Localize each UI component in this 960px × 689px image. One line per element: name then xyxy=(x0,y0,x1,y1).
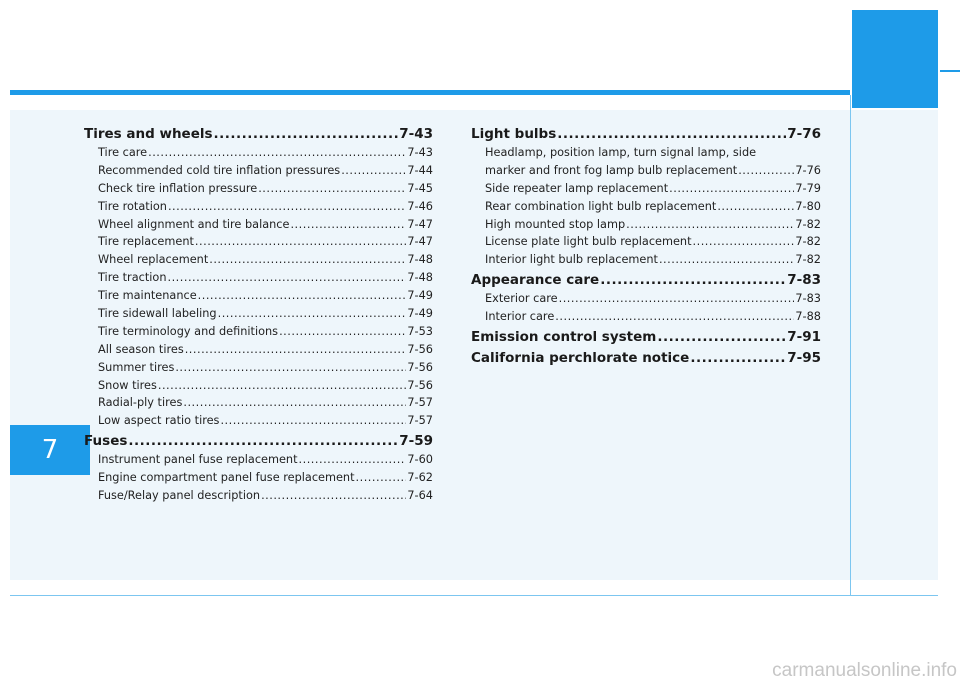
dot-leader xyxy=(195,235,406,248)
toc-entry[interactable] xyxy=(84,453,433,471)
toc-entry[interactable] xyxy=(84,218,433,236)
toc-page-number: 7-43 xyxy=(399,126,433,142)
toc-entry[interactable] xyxy=(471,182,821,200)
toc-entry-label: Fuse/Relay panel description xyxy=(98,489,261,503)
toc-entry-label: Radial-ply tires xyxy=(98,396,183,410)
toc-page-number: 7-83 xyxy=(787,272,821,289)
toc-right-column xyxy=(471,125,821,370)
toc-entry-label: Recommended cold tire inflation pressures xyxy=(98,163,341,177)
toc-page-number: 7-44 xyxy=(407,163,433,177)
toc-page-number: 7-46 xyxy=(407,199,433,213)
toc-page-number: 7-49 xyxy=(407,307,433,321)
toc-entry-label: Appearance care xyxy=(471,272,600,289)
chapter-tab-tick xyxy=(940,70,960,72)
toc-entry[interactable] xyxy=(84,343,433,361)
dot-leader xyxy=(290,218,406,231)
toc-entry-label: Light bulbs xyxy=(471,126,557,142)
toc-entry[interactable] xyxy=(84,200,433,218)
dot-leader xyxy=(669,182,794,195)
dot-leader xyxy=(738,164,794,177)
toc-entry[interactable] xyxy=(84,253,433,271)
toc-entry[interactable] xyxy=(84,307,433,325)
toc-entry-label: Tire care xyxy=(98,146,148,159)
toc-entry-label: Tire rotation xyxy=(98,199,167,213)
toc-page-number: 7-56 xyxy=(407,342,433,356)
toc-entry[interactable] xyxy=(471,218,821,236)
dot-leader xyxy=(559,292,795,305)
toc-section-heading[interactable] xyxy=(84,126,433,146)
toc-page-number: 7-80 xyxy=(795,199,821,213)
toc-entry[interactable] xyxy=(84,396,433,414)
toc-page-number: 7-43 xyxy=(407,146,433,159)
toc-entry-label: Low aspect ratio tires xyxy=(98,414,220,428)
toc-page-number: 7-56 xyxy=(407,360,433,374)
toc-section-heading[interactable] xyxy=(471,126,821,146)
toc-page-number: 7-47 xyxy=(407,217,433,231)
dot-leader xyxy=(214,126,399,142)
toc-entry-label: Tires and wheels xyxy=(84,126,213,142)
toc-entry[interactable] xyxy=(84,146,433,164)
toc-entry[interactable] xyxy=(84,471,433,489)
toc-page-number: 7-91 xyxy=(787,329,821,346)
toc-entry-label: Instrument panel fuse replacement xyxy=(98,453,298,467)
toc-page-number: 7-48 xyxy=(407,253,433,267)
toc-entry-label: License plate light bulb replacement xyxy=(485,235,692,249)
toc-entry[interactable] xyxy=(84,235,433,253)
dot-leader xyxy=(158,379,406,392)
toc-page-number: 7-95 xyxy=(787,350,821,367)
dot-leader xyxy=(148,146,406,159)
toc-page-number: 7-56 xyxy=(407,378,433,392)
toc-page-number: 7-57 xyxy=(407,414,433,428)
footer-rule xyxy=(10,595,938,596)
toc-entry[interactable] xyxy=(471,310,821,328)
toc-entry[interactable] xyxy=(84,414,433,432)
toc-entry-label: Emission control system xyxy=(471,329,657,346)
dot-leader xyxy=(279,325,406,338)
toc-entry-label: Interior light bulb replacement xyxy=(485,253,658,267)
toc-page-number: 7-76 xyxy=(787,126,821,142)
toc-page-number: 7-64 xyxy=(407,489,433,503)
toc-page-number: 7-53 xyxy=(407,324,433,338)
toc-section-heading[interactable] xyxy=(471,329,821,349)
dot-leader xyxy=(258,182,406,195)
dot-leader xyxy=(356,471,407,484)
toc-entry-label: Fuses xyxy=(84,433,128,450)
toc-page-number: 7-83 xyxy=(795,292,821,306)
toc-entry-label: Snow tires xyxy=(98,378,157,392)
toc-page-number: 7-45 xyxy=(407,181,433,195)
watermark: carmanualsonline.info xyxy=(772,660,957,681)
dot-leader xyxy=(185,343,407,356)
toc-entry-label: Engine compartment panel fuse replacement xyxy=(98,471,355,485)
toc-page-number: 7-82 xyxy=(795,253,821,267)
toc-entry-label: Exterior care xyxy=(485,292,558,306)
toc-entry[interactable] xyxy=(84,379,433,397)
toc-entry[interactable] xyxy=(84,271,433,289)
margin-divider xyxy=(850,95,851,595)
dot-leader xyxy=(693,235,795,248)
toc-entry[interactable] xyxy=(84,361,433,379)
chapter-number: 7 xyxy=(10,425,90,475)
toc-entry-label: Summer tires xyxy=(98,360,175,374)
toc-entry-label: Wheel alignment and tire balance xyxy=(98,217,290,231)
dot-leader xyxy=(341,164,406,177)
toc-entry-label: Tire terminology and definitions xyxy=(98,324,279,338)
toc-page-number: 7-60 xyxy=(407,453,433,467)
toc-entry[interactable] xyxy=(84,289,433,307)
toc-entry[interactable] xyxy=(84,164,433,182)
dot-leader xyxy=(657,329,786,345)
toc-page-number: 7-79 xyxy=(795,181,821,195)
toc-entry-continued[interactable]: Headlamp, position lamp, turn signal lamp, side xyxy=(485,146,757,159)
dot-leader xyxy=(659,253,794,266)
toc-section-heading[interactable] xyxy=(471,272,821,292)
dot-leader xyxy=(128,433,398,449)
toc-page-number: 7-57 xyxy=(407,396,433,410)
toc-page-number: 7-48 xyxy=(407,271,433,285)
toc-entry-label: Tire traction xyxy=(98,271,167,285)
toc-entry[interactable] xyxy=(471,253,821,271)
toc-entry-label: marker and front fog lamp bulb replacement xyxy=(485,163,738,177)
dot-leader xyxy=(600,272,786,288)
toc-entry[interactable] xyxy=(471,235,821,253)
toc-entry-label: Wheel replacement xyxy=(98,253,209,267)
dot-leader xyxy=(209,253,406,266)
dot-leader xyxy=(218,307,407,320)
dot-leader xyxy=(555,310,794,323)
toc-entry-label: Rear combination light bulb replacement xyxy=(485,199,717,213)
dot-leader xyxy=(168,200,406,213)
toc-entry-label: Tire sidewall labeling xyxy=(98,307,217,321)
toc-entry-label: Tire maintenance xyxy=(98,289,197,303)
dot-leader xyxy=(557,126,786,142)
toc-entry-label: Interior care xyxy=(485,310,555,324)
toc-entry[interactable] xyxy=(471,200,821,218)
dot-leader xyxy=(183,396,406,409)
toc-entry-label: Tire replacement xyxy=(98,235,194,249)
toc-entry[interactable] xyxy=(471,164,821,182)
toc-page-number: 7-82 xyxy=(795,217,821,231)
toc-page-number: 7-88 xyxy=(795,310,821,324)
dot-leader xyxy=(167,271,406,284)
toc-page-number: 7-59 xyxy=(399,433,433,450)
toc-entry-label: Check tire inflation pressure xyxy=(98,181,258,195)
dot-leader xyxy=(175,361,406,374)
toc-entry-label: California perchlorate notice xyxy=(471,350,690,367)
chapter-tab-block xyxy=(852,10,938,108)
dot-leader xyxy=(198,289,407,302)
toc-page-number: 7-82 xyxy=(795,235,821,249)
dot-leader xyxy=(690,350,786,366)
header-rule xyxy=(10,90,850,95)
toc-entry-label: High mounted stop lamp xyxy=(485,217,626,231)
toc-entry[interactable] xyxy=(84,182,433,200)
toc-left-column xyxy=(84,125,433,507)
toc-entry[interactable] xyxy=(471,292,821,310)
toc-page-number: 7-76 xyxy=(795,163,821,177)
toc-entry-label: Side repeater lamp replacement xyxy=(485,181,669,195)
dot-leader xyxy=(261,489,406,502)
toc-section-heading[interactable] xyxy=(471,350,821,370)
toc-entry[interactable] xyxy=(84,489,433,507)
toc-page-number: 7-49 xyxy=(407,289,433,303)
toc-page-number: 7-47 xyxy=(407,235,433,249)
dot-leader xyxy=(717,200,794,213)
dot-leader xyxy=(220,414,406,427)
toc-entry[interactable] xyxy=(84,325,433,343)
toc-entry-label: All season tires xyxy=(98,342,184,356)
toc-page-number: 7-62 xyxy=(407,471,433,485)
toc-section-heading[interactable] xyxy=(84,433,433,453)
dot-leader xyxy=(626,218,794,231)
dot-leader xyxy=(299,453,407,466)
